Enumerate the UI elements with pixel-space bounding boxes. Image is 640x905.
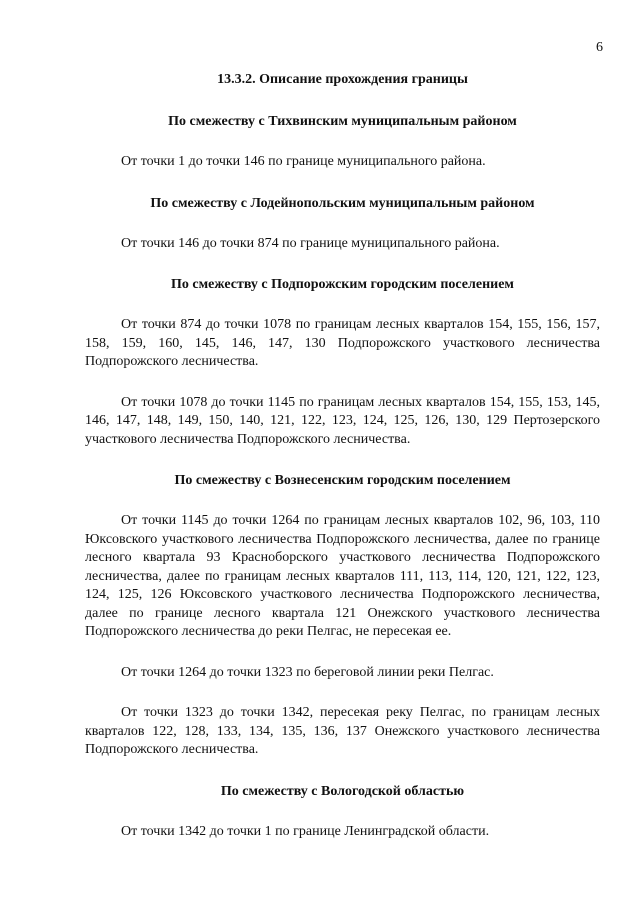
paragraph: От точки 1145 до точки 1264 по границам лесных кварталов 102, 96, 103, 110 Юксовского участкового лесничества Подпорожского лесничества, далее по границе лесного квартала 93 Красноборского участкового лесничества Подпорожского лесничества, далее по границам лесных кварталов 111, 113, 114, 120, 121, 122, 123, 124, 125, 126 Юксовского участкового лесничества Подпорожского лесничества, далее по границе лесного квартала 121 Онежского участкового лесничества Подпорожского лесничества до реки Пелгас, не пересекая ее. <box>85 513 600 639</box>
paragraph: От точки 146 до точки 874 по границе муниципального района. <box>121 235 500 251</box>
paragraph: От точки 1264 до точки 1323 по береговой линии реки Пелгас. <box>121 664 494 680</box>
paragraph: От точки 1342 до точки 1 по границе Ленинградской области. <box>121 823 490 839</box>
subheading-podporozhye: По смежеству с Подпорожским городским поселением <box>171 277 514 292</box>
section-title: 13.3.2. Описание прохождения границы <box>217 72 468 87</box>
paragraph: От точки 1323 до точки 1342, пересекая реку Пелгас, по границам лесных кварталов 122, 128, 133, 134, 135, 136, 137 Онежского участкового лесничества Подпорожского лесничества. <box>85 705 600 757</box>
document-body <box>85 70 600 863</box>
subheading-lodeynoye-pole: По смежеству с Лодейнопольским муниципальным районом <box>150 195 535 211</box>
subheading-tikhvin: По смежеству с Тихвинским муниципальным районом <box>168 114 517 129</box>
paragraph: От точки 1078 до точки 1145 по границам лесных кварталов 154, 155, 153, 145, 146, 147, 148, 149, 150, 140, 121, 122, 123, 124, 125, 126, 130, 129 Пертозерского участкового лесничества Подпорожского лесничества. <box>85 394 600 447</box>
page-number: 6 <box>596 40 603 55</box>
subheading-voznesenye: По смежеству с Вознесенским городским поселением <box>174 473 511 488</box>
paragraph: От точки 874 до точки 1078 по границам лесных кварталов 154, 155, 156, 157, 158, 159, 160, 145, 146, 147, 130 Подпорожского участкового лесничества Подпорожского лесничества. <box>85 317 600 369</box>
paragraph: От точки 1 до точки 146 по границе муниципального района. <box>121 154 486 169</box>
subheading-vologda: По смежеству с Вологодской областью <box>220 783 465 799</box>
